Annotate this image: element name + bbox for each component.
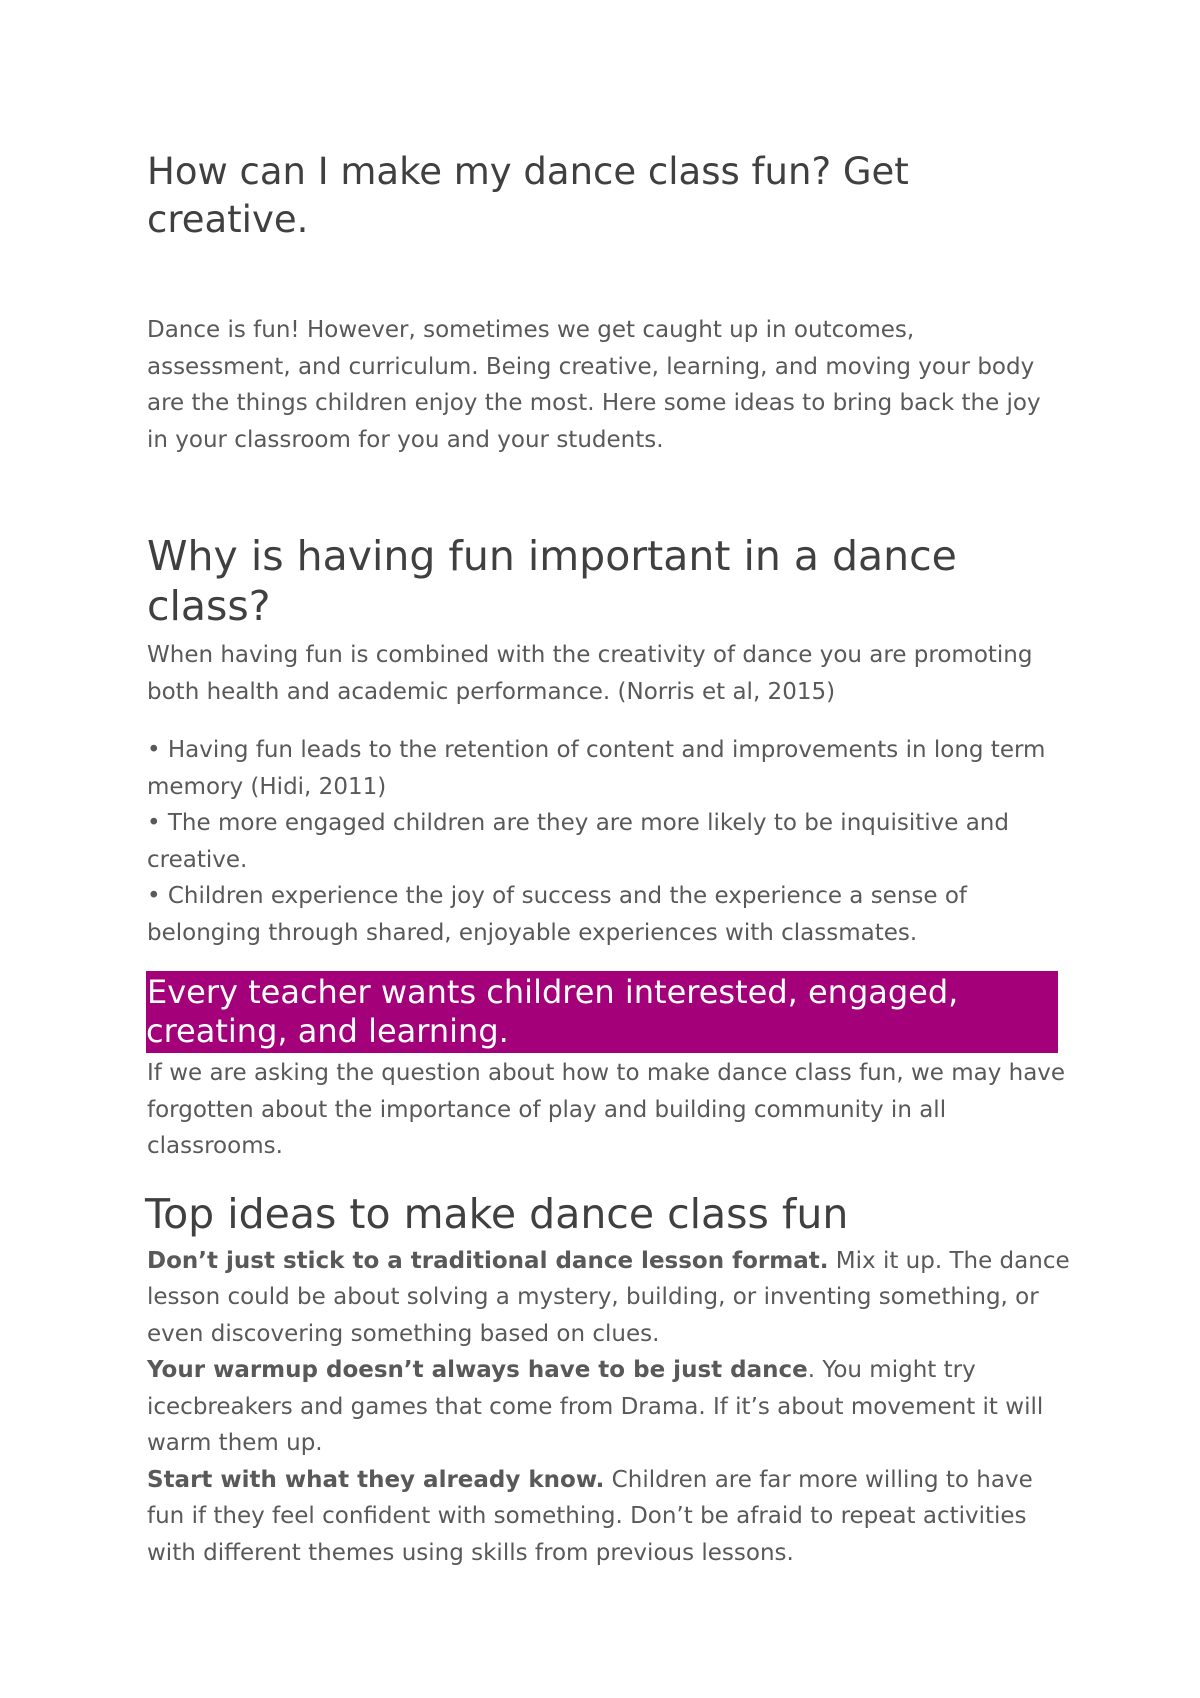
list-item: • Children experience the joy of success and the experience a sense of belonging through shared, enjoyable experiences with classmates. [147, 883, 968, 946]
ideas-heading: Top ideas to make dance class fun [145, 1189, 849, 1238]
document-content [145, 148, 1070, 1571]
idea-text: Mix it up. The dance lesson could be about solving a mystery, building, or inventing something, or even discovering something based on clues. [147, 1247, 1070, 1347]
highlight-banner [146, 971, 1058, 1053]
intro-paragraph: Dance is fun! However, sometimes we get caught up in outcomes, assessment, and curriculum. Being creative, learning, and moving your body are the things children enjoy the most. Here some ideas to bring back the joy in your classroom for you and your students. [147, 317, 1041, 453]
after-highlight-paragraph: If we are asking the question about how to make dance class fun, we may have forgotten about the importance of play and building community in all classrooms. [147, 1060, 1066, 1159]
idea-text: . You might try icecbreakers and games that come from Drama. If it’s about movement it will warm them up. [147, 1357, 1044, 1456]
benefits-list [147, 732, 1072, 951]
idea-text: Children are far more willing to have fun if they feel confident with something. Don’t be afraid to repeat activities with different themes using skills from previous lessons. [147, 1466, 1033, 1566]
list-item: • Having fun leads to the retention of content and improvements in long term memory (Hidi, 2011) [147, 737, 1046, 800]
highlight-text: Every teacher wants children interested, engaged, creating, and learning. [146, 973, 959, 1050]
idea-bold-lead: Your warmup doesn’t always have to be just dance [147, 1357, 808, 1383]
idea-bold-lead: Start with what they already know. [147, 1466, 605, 1493]
idea-item [147, 1243, 1072, 1353]
why-heading: Why is having fun important in a dance class? [147, 532, 957, 630]
idea-item [147, 1352, 1072, 1462]
why-paragraph: When having fun is combined with the creativity of dance you are promoting both health and academic performance. (Norris et al, 2015) [147, 642, 1033, 705]
list-item: • The more engaged children are they are more likely to be inquisitive and creative. [147, 810, 1009, 873]
idea-bold-lead: Don’t just stick to a traditional dance lesson format. [147, 1247, 829, 1274]
page-title: How can I make my dance class fun? Get creative. [147, 150, 909, 241]
idea-item [147, 1462, 1072, 1572]
ideas-list [147, 1243, 1072, 1572]
